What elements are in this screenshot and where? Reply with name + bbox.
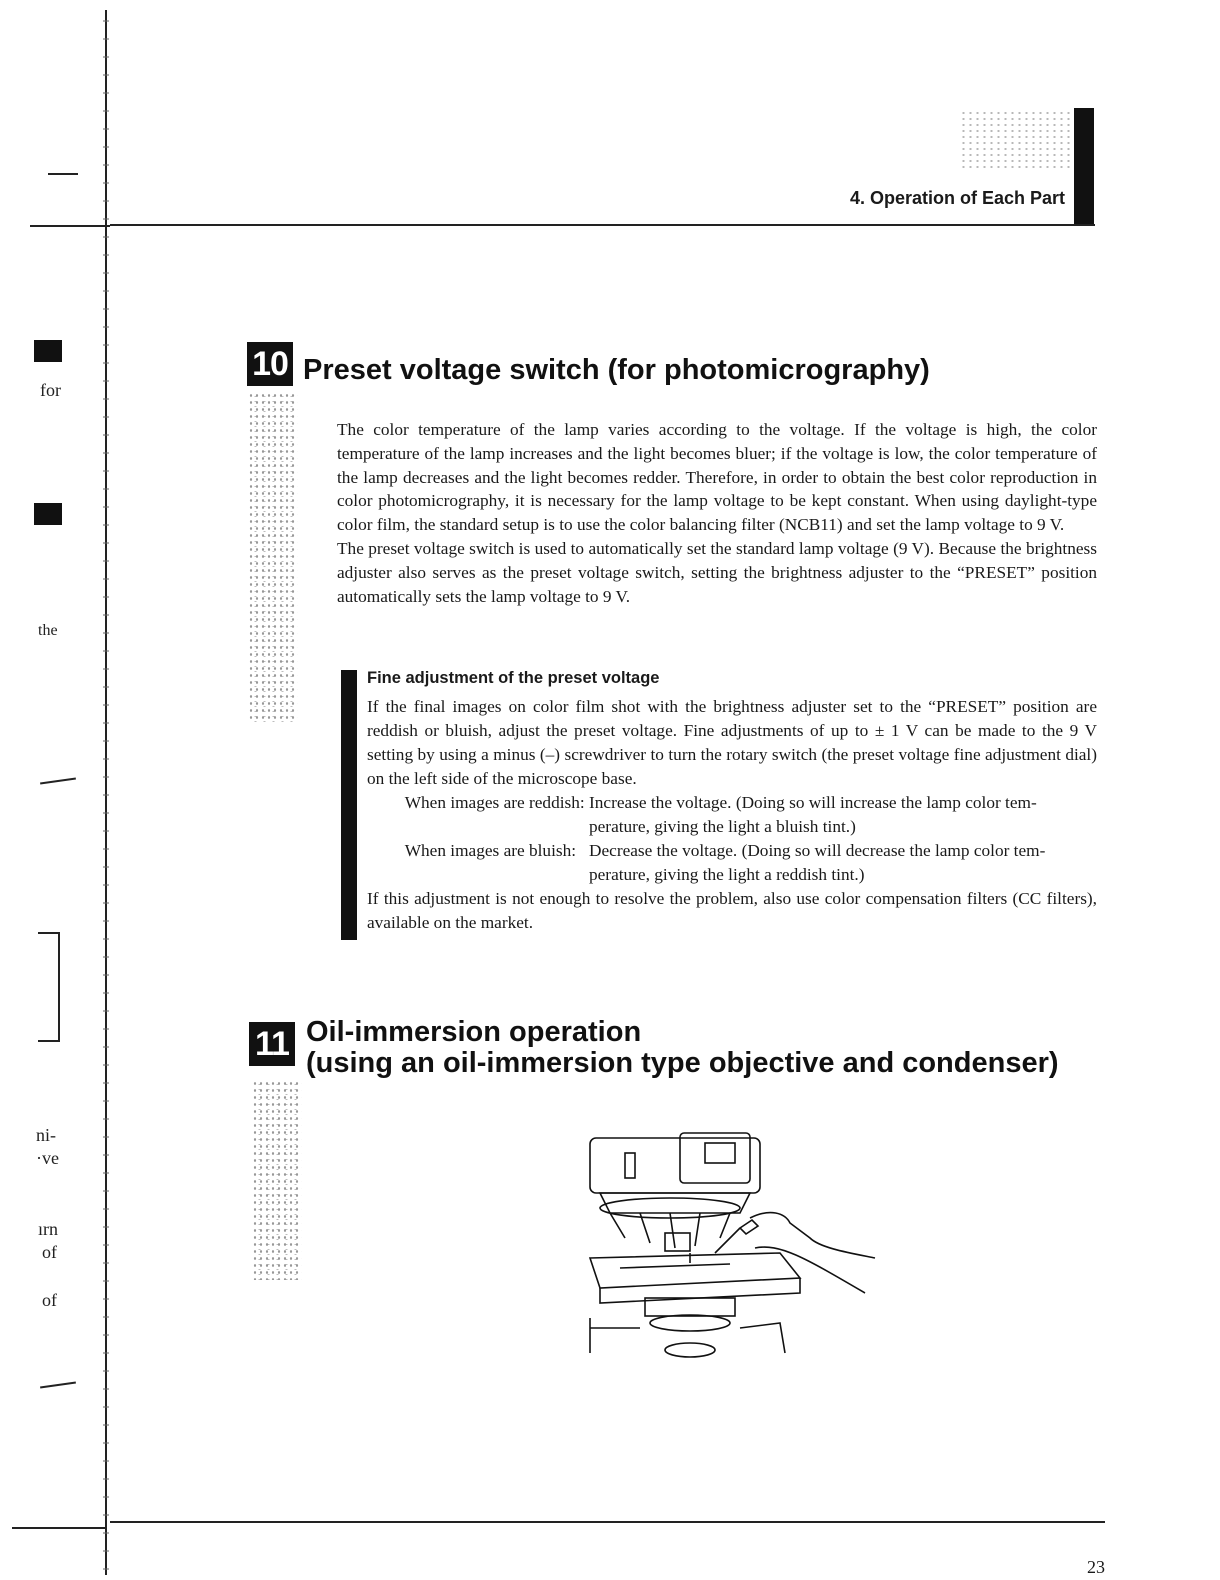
note-body bbox=[367, 695, 1097, 935]
binding-perforation bbox=[103, 20, 109, 1570]
paragraph: The color temperature of the lamp varies according to the voltage. If the voltage is high, the color temperature of the lamp increases and the light becomes bluer; if the voltage is low, the color temperature of the lamp decreases and the light becomes redder. Therefore, in order to obtain the best color reproduction in color photomicrography, it is necessary for the lamp voltage to be kept constant. When using daylight-type color film, the standard setup is to use the color balancing filter (NCB11) and set the lamp voltage to 9 V. bbox=[337, 420, 1097, 535]
margin-word: ırn bbox=[38, 1219, 58, 1239]
case-desc: Decrease the voltage. (Doing so will decrease the lamp color tem- bbox=[589, 841, 1046, 860]
section-number-badge: 10 bbox=[247, 342, 293, 386]
paragraph: The preset voltage switch is used to automatically set the standard lamp voltage (9 V). Because the brightness adjuster also serves as the preset voltage switch, setting the brightness adjuster to the “PRESET” position automatically sets the lamp voltage to 9 V. bbox=[337, 538, 1097, 606]
scan-speckle bbox=[252, 1080, 302, 1280]
margin-word: of bbox=[42, 1290, 57, 1310]
case-item bbox=[367, 791, 1097, 815]
oil-immersion-illustration bbox=[580, 1128, 880, 1363]
margin-dash bbox=[40, 778, 76, 785]
case-label: When images are reddish: bbox=[404, 793, 589, 812]
margin-rule bbox=[12, 1527, 107, 1529]
case-desc: Increase the voltage. (Doing so will increase the lamp color tem- bbox=[589, 793, 1037, 812]
margin-square bbox=[34, 340, 62, 362]
note-bar bbox=[341, 670, 357, 940]
case-list bbox=[367, 791, 1097, 887]
margin-rule bbox=[30, 225, 110, 227]
page-number: 23 bbox=[1087, 1557, 1105, 1577]
note-intro: If the final images on color film shot with the brightness adjuster set to the “PRESET” position are reddish or bluish, adjust the preset voltage. Fine adjustments of up to ± 1 V can be made to the 9 V setting by using a minus (–) screwdriver to turn the rotary switch (the preset voltage fine adjustment dial) on the left side of the microscope base. bbox=[367, 697, 1097, 788]
margin-word: the bbox=[38, 622, 58, 639]
note-closing: If this adjustment is not enough to resolve the problem, also use color compensation filters (CC filters), available on the market. bbox=[367, 889, 1097, 932]
margin-dash bbox=[48, 173, 78, 175]
margin-word: ni- bbox=[36, 1125, 56, 1145]
section-title-line2: (using an oil-immersion type objective and condenser) bbox=[306, 1047, 1059, 1079]
header-bar bbox=[1074, 108, 1094, 226]
header-rule bbox=[110, 224, 1095, 226]
case-cont: perature, giving the light a bluish tint.) bbox=[589, 817, 856, 836]
margin-dash bbox=[40, 1382, 76, 1389]
margin-word: for bbox=[40, 380, 61, 400]
section-title-line1: Oil-immersion operation bbox=[306, 1016, 642, 1048]
margin-square bbox=[34, 503, 62, 525]
margin-word: ·ve bbox=[36, 1148, 59, 1168]
case-item bbox=[367, 839, 1097, 863]
chapter-title: 4. Operation of Each Part bbox=[849, 188, 1065, 208]
margin-bracket bbox=[38, 932, 60, 1042]
footer-rule bbox=[110, 1521, 1105, 1523]
margin-word: of bbox=[42, 1242, 57, 1262]
case-label: When images are bluish: bbox=[404, 841, 589, 860]
case-cont: perature, giving the light a reddish tint.) bbox=[589, 865, 865, 884]
note-heading: Fine adjustment of the preset voltage bbox=[367, 669, 660, 687]
section-title: Preset voltage switch (for photomicrography) bbox=[303, 354, 930, 386]
section-body bbox=[337, 418, 1097, 608]
section-number-badge: 11 bbox=[249, 1022, 295, 1066]
scan-speckle bbox=[248, 392, 298, 722]
scan-noise bbox=[960, 110, 1070, 170]
